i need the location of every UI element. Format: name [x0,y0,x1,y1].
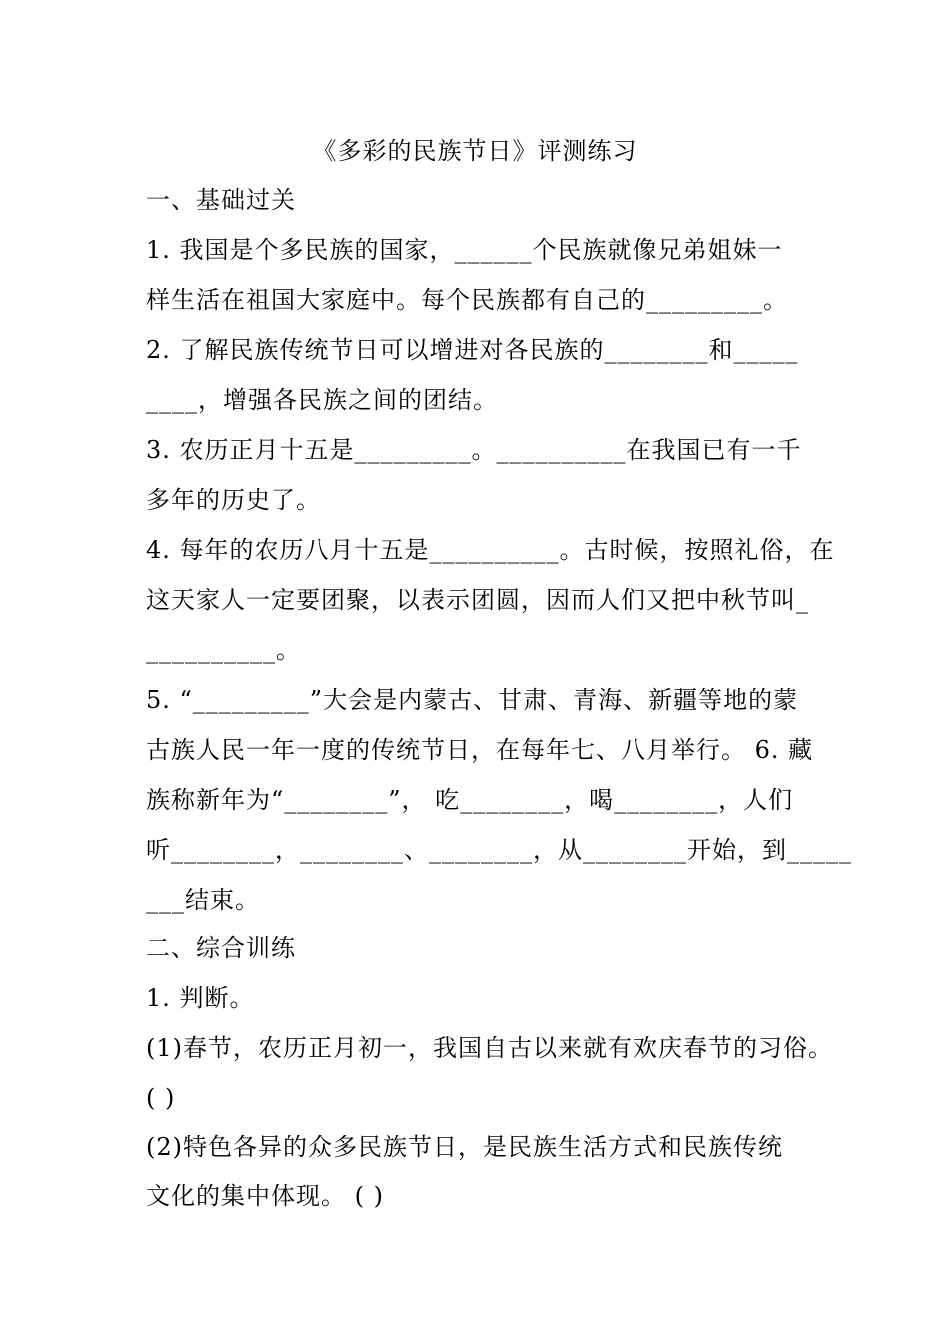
question-line: 这天家人一定要团聚，以表示团圆，因而人们又把中秋节叫_ [146,586,809,614]
question-line: 4. 每年的农历八月十五是__________。古时候，按照礼俗，在 [146,536,835,564]
question-line: 2. 了解民族传统节日可以增进对各民族的________和_____ [146,336,799,364]
question-line: 5. “_________”大会是内蒙古、甘肃、青海、新疆等地的蒙 [146,686,799,714]
question-line: (1)春节，农历正月初一，我国自古以来就有欢庆春节的习俗。 [146,1034,833,1062]
section-heading-comprehensive: 二、综合训练 [146,934,296,962]
answer-bracket-line: ( ) [146,1084,176,1112]
question-line: 古族人民一年一度的传统节日，在每年七、八月举行。 6. 藏 [146,736,814,764]
question-line: 1. 判断。 [146,984,255,1012]
question-line: 1. 我国是个多民族的国家，______个民族就像兄弟姐妹一 [146,236,783,264]
question-line: (2)特色各异的众多民族节日，是民族生活方式和民族传统 [146,1133,783,1161]
question-line: 听________，________、________，从________开始，到_____ [146,836,852,864]
question-line: 3. 农历正月十五是_________。__________在我国已有一千 [146,436,802,464]
question-line: ___结束。 [146,886,260,914]
question-line: 样生活在祖国大家庭中。每个民族都有自己的_________。 [146,286,788,314]
question-line: __________。 [146,636,301,664]
question-line: 多年的历史了。 [146,486,321,514]
worksheet-title: 《多彩的民族节日》评测练习 [312,137,638,165]
section-heading-basic: 一、基础过关 [146,186,296,214]
question-line: ____，增强各民族之间的团结。 [146,386,498,414]
question-line: 族称新年为“________”， 吃________，喝________，人们 [146,786,794,814]
question-line: 文化的集中体现。 ( ) [146,1182,384,1210]
